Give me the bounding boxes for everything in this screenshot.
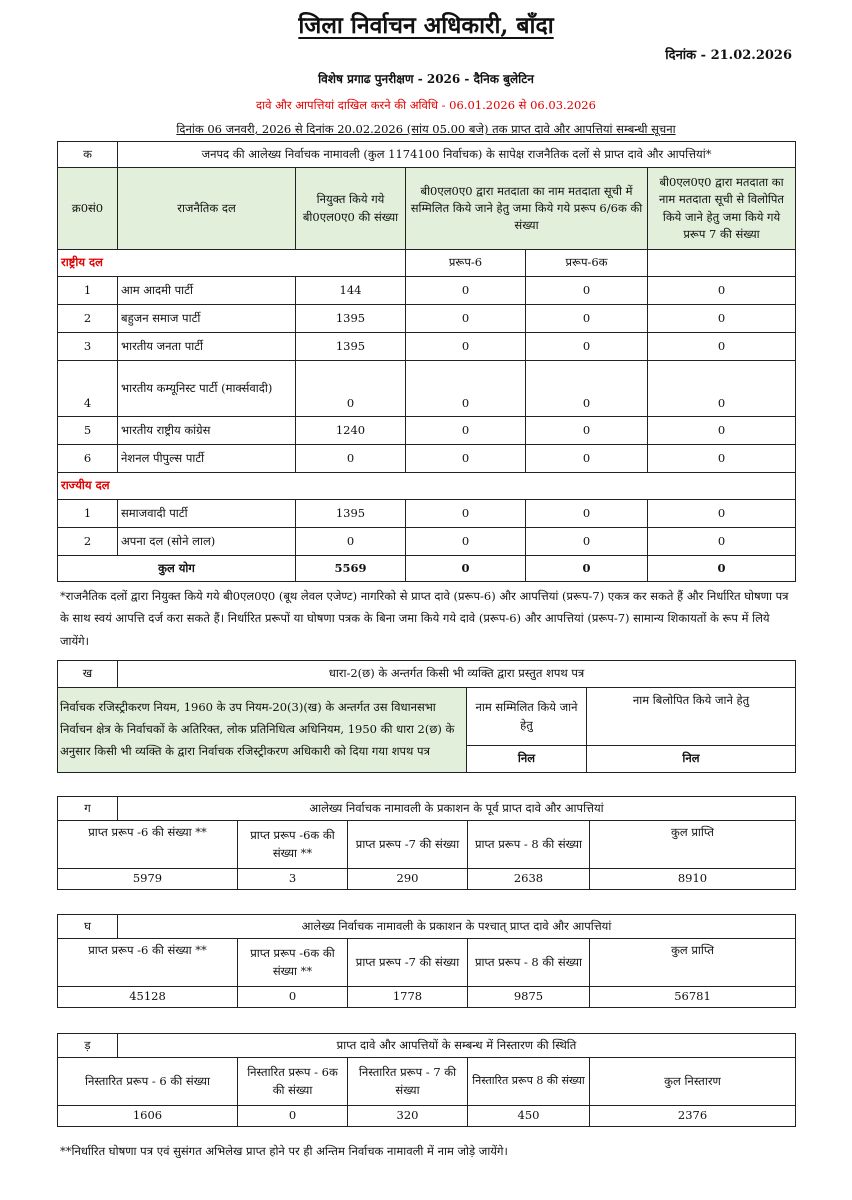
party-sno: 2 <box>58 305 118 333</box>
party-form6a: 0 <box>526 361 648 417</box>
total-form7: 0 <box>648 556 796 582</box>
party-row <box>58 528 796 556</box>
party-sno: 1 <box>58 277 118 305</box>
info-line: दिनांक 06 जनवरी, 2026 से दिनांक 20.02.2026 (सांय 05.00 बजे) तक प्राप्त दावे और आपत्तियां सम्बन्धी सूचना <box>176 122 676 136</box>
party-form7: 0 <box>648 361 796 417</box>
party-form6a: 0 <box>526 528 648 556</box>
section-code: ड़ <box>58 1034 118 1058</box>
party-row <box>58 333 796 361</box>
value-form7: 1778 <box>348 987 468 1008</box>
value-form8: 9875 <box>468 987 590 1008</box>
header-disposed-form6a: निस्तारित प्ररूप - 6क की संख्या <box>238 1058 348 1106</box>
party-claims-table <box>57 141 796 582</box>
post-publication-claims-table <box>57 914 796 1008</box>
party-sno: 4 <box>58 361 118 417</box>
state-party-label: राज्यीय दल <box>58 473 796 500</box>
party-sno: 5 <box>58 417 118 445</box>
col-header-party: राजनैतिक दल <box>118 168 296 250</box>
header-form8: प्राप्त प्ररूप - 8 की संख्या <box>468 821 590 869</box>
value-form6: 45128 <box>58 987 238 1008</box>
col-header-sno: क्र0सं0 <box>58 168 118 250</box>
value-disposed-form7: 320 <box>348 1106 468 1127</box>
party-sno: 3 <box>58 333 118 361</box>
total-label: कुल योग <box>58 556 296 582</box>
party-name: भारतीय राष्ट्रीय कांग्रेस <box>118 417 296 445</box>
party-sno: 2 <box>58 528 118 556</box>
party-form6: 0 <box>406 305 526 333</box>
party-form7: 0 <box>648 528 796 556</box>
party-form6a: 0 <box>526 417 648 445</box>
section-code: ख <box>58 661 118 688</box>
party-footnote: *राजनैतिक दलों द्वारा नियुक्त किये गये बी0एल0ए0 (बूथ लेवल एजेण्ट) नागरिको से प्राप्त दावे (प्ररूप-6) और आपत्तियां (प्ररूप-7) एकत्र कर सकते हैं और निर्धारित घोषणा पत्र के साथ स्वयं आपत्ति दर्ज करा सकते हैं। निर्धारित प्ररूपों या घोषणा पत्रक के बिना जमा किये गये दावे (प्ररूप-6) और आपत्तियां (प्ररूप-7) सामान्य शिकायतों के रूप में लिये जायेंगे। <box>60 589 789 648</box>
party-form6a: 0 <box>526 333 648 361</box>
delete-value: निल <box>587 746 796 773</box>
party-sno: 1 <box>58 500 118 528</box>
form6-label: प्ररूप-6 <box>406 250 526 277</box>
final-footnote: **निर्धारित घोषणा पत्र एवं सुसंगत अभिलेख प्राप्त होने पर ही अन्तिम निर्वाचक नामावली में नाम जोड़े जायेंगे। <box>60 1144 508 1158</box>
party-row <box>58 277 796 305</box>
party-row <box>58 417 796 445</box>
party-sno: 6 <box>58 445 118 473</box>
header-total-disposed: कुल निस्तारण <box>590 1058 796 1106</box>
party-name: आम आदमी पार्टी <box>118 277 296 305</box>
page-title: जिला निर्वाचन अधिकारी, बाँदा <box>298 12 554 39</box>
include-value: निल <box>467 746 587 773</box>
value-form6: 5979 <box>58 869 238 890</box>
affidavit-description: निर्वाचक रजिस्ट्रीकरण नियम, 1960 के उप नियम-20(3)(ख) के अन्तर्गत उस विधानसभा निर्वाचन क्षेत्र के निर्वाचकों के अतिरिक्त, लोक प्रतिनिधित्व अधिनियम, 1950 की धारा 2(छ) के अनुसार किसी भी व्यक्ति के द्वारा निर्वाचक रजिस्ट्रीकरण अधिकारी को दिया गया शपथ पत्र <box>58 688 467 773</box>
party-form6: 0 <box>406 445 526 473</box>
pre-publication-claims-table <box>57 796 796 890</box>
section-title: धारा-2(छ) के अन्तर्गत किसी भी व्यक्ति द्वारा प्रस्तुत शपथ पत्र <box>118 661 796 688</box>
party-bla: 1395 <box>296 333 406 361</box>
value-disposed-form6a: 0 <box>238 1106 348 1127</box>
claims-period: दावे और आपत्तियां दाखिल करने की अविधि - 06.01.2026 से 06.03.2026 <box>256 98 596 112</box>
party-form6: 0 <box>406 333 526 361</box>
total-form6a: 0 <box>526 556 648 582</box>
bulletin-date: दिनांक - 21.02.2026 <box>665 48 792 63</box>
party-name: नेशनल पीपुल्स पार्टी <box>118 445 296 473</box>
party-form7: 0 <box>648 417 796 445</box>
header-total: कुल प्राप्ति <box>590 821 796 869</box>
party-row <box>58 305 796 333</box>
party-name: बहुजन समाज पार्टी <box>118 305 296 333</box>
party-form6: 0 <box>406 361 526 417</box>
party-bla: 0 <box>296 528 406 556</box>
party-form6a: 0 <box>526 305 648 333</box>
party-name: भारतीय जनता पार्टी <box>118 333 296 361</box>
party-row <box>58 445 796 473</box>
header-form6a: प्राप्त प्ररूप -6क की संख्या ** <box>238 821 348 869</box>
party-form6a: 0 <box>526 445 648 473</box>
header-total: कुल प्राप्ति <box>590 939 796 987</box>
section-code: घ <box>58 915 118 939</box>
value-form8: 2638 <box>468 869 590 890</box>
party-form6: 0 <box>406 277 526 305</box>
party-row <box>58 500 796 528</box>
header-form6: प्राप्त प्ररूप -6 की संख्या ** <box>58 821 238 869</box>
header-form8: प्राप्त प्ररूप - 8 की संख्या <box>468 939 590 987</box>
col-header-bla: नियुक्त किये गये बी0एल0ए0 की संख्या <box>296 168 406 250</box>
party-row <box>58 361 796 417</box>
party-form7: 0 <box>648 277 796 305</box>
value-disposed-form6: 1606 <box>58 1106 238 1127</box>
party-bla: 1240 <box>296 417 406 445</box>
party-name: भारतीय कम्यूनिस्ट पार्टी (मार्क्सवादी) <box>118 361 296 417</box>
disposal-status-table <box>57 1033 796 1127</box>
header-form6: प्राप्त प्ररूप -6 की संख्या ** <box>58 939 238 987</box>
form6a-label: प्ररूप-6क <box>526 250 648 277</box>
header-form6a: प्राप्त प्ररूप -6क की संख्या ** <box>238 939 348 987</box>
section-title: आलेख्य निर्वाचक नामावली के प्रकाशन के पश्चात् प्राप्त दावे और आपत्तियां <box>118 915 796 939</box>
delete-header: नाम बिलोपित किये जाने हेतु <box>587 688 796 746</box>
value-form6a: 0 <box>238 987 348 1008</box>
party-bla: 1395 <box>296 305 406 333</box>
header-form7: प्राप्त प्ररूप -7 की संख्या <box>348 821 468 869</box>
party-form7: 0 <box>648 305 796 333</box>
header-disposed-form7: निस्तारित प्ररूप - 7 की संख्या <box>348 1058 468 1106</box>
party-name: अपना दल (सोने लाल) <box>118 528 296 556</box>
section-code: क <box>58 142 118 168</box>
section-code: ग <box>58 797 118 821</box>
col-header-delete: बी0एल0ए0 द्वारा मतदाता का नाम मतदाता सूची से विलोपित किये जाने हेतु जमा किये गये प्ररूप 7 की संख्या <box>648 168 796 250</box>
section-title: जनपद की आलेख्य निर्वाचक नामावली (कुल 1174100 निर्वाचक) के सापेक्ष राजनैतिक दलों से प्राप्त दावे और आपत्तियां* <box>118 142 796 168</box>
national-party-label: राष्ट्रीय दल <box>58 250 406 277</box>
value-total: 56781 <box>590 987 796 1008</box>
party-form6: 0 <box>406 528 526 556</box>
total-bla: 5569 <box>296 556 406 582</box>
party-bla: 0 <box>296 445 406 473</box>
col-header-include: बी0एल0ए0 द्वारा मतदाता का नाम मतदाता सूची में सम्मिलित किये जाने हेतु जमा किये गये प्ररूप 6/6क की संख्या <box>406 168 648 250</box>
party-bla: 0 <box>296 361 406 417</box>
party-form6: 0 <box>406 417 526 445</box>
bulletin-subtitle: विशेष प्रगाढ पुनरीक्षण - 2026 - दैनिक बुलेटिन <box>318 72 534 86</box>
party-form6a: 0 <box>526 500 648 528</box>
party-form6a: 0 <box>526 277 648 305</box>
value-total-disposed: 2376 <box>590 1106 796 1127</box>
party-bla: 1395 <box>296 500 406 528</box>
party-bla: 144 <box>296 277 406 305</box>
party-form7: 0 <box>648 333 796 361</box>
section-title: प्राप्त दावे और आपत्तियों के सम्बन्ध में निस्तारण की स्थिति <box>118 1034 796 1058</box>
header-form7: प्राप्त प्ररूप -7 की संख्या <box>348 939 468 987</box>
party-form7: 0 <box>648 445 796 473</box>
total-form6: 0 <box>406 556 526 582</box>
header-disposed-form6: निस्तारित प्ररूप - 6 की संख्या <box>58 1058 238 1106</box>
value-disposed-form8: 450 <box>468 1106 590 1127</box>
include-header: नाम सम्मिलित किये जाने हेतु <box>467 688 587 746</box>
party-form6: 0 <box>406 500 526 528</box>
value-form6a: 3 <box>238 869 348 890</box>
header-disposed-form8: निस्तारित प्ररूप 8 की संख्या <box>468 1058 590 1106</box>
party-form7: 0 <box>648 500 796 528</box>
value-total: 8910 <box>590 869 796 890</box>
value-form7: 290 <box>348 869 468 890</box>
party-name: समाजवादी पार्टी <box>118 500 296 528</box>
affidavit-table <box>57 660 796 773</box>
section-title: आलेख्य निर्वाचक नामावली के प्रकाशन के पूर्व प्राप्त दावे और आपत्तियां <box>118 797 796 821</box>
